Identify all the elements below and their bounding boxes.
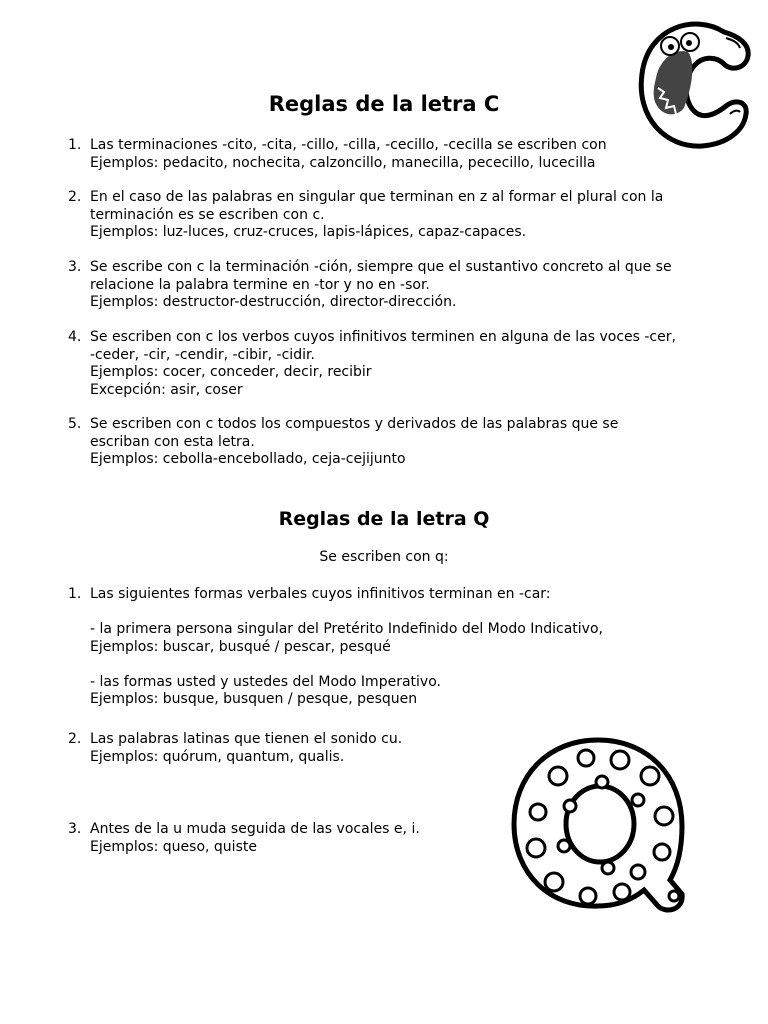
rule-number: 1. [68, 586, 82, 602]
rule-line: Las terminaciones -cito, -cita, -cillo, -cilla, -cecillo, -cecilla se escriben con [90, 137, 607, 153]
rule-line: Las palabras latinas que tienen el sonido cu. [90, 731, 403, 747]
rule-number: 3. [68, 821, 82, 837]
rule-line: En el caso de las palabras en singular que terminan en z al formar el plural con la [90, 189, 664, 205]
rule-line: relacione la palabra termine en -tor y no en -sor. [90, 276, 430, 293]
rule-line: Ejemplos: cocer, conceder, decir, recibir [90, 364, 372, 380]
rule-line: terminación es se escriben con c. [90, 206, 325, 223]
rule-line [90, 604, 603, 622]
section-q-title: Reglas de la letra Q [278, 508, 490, 530]
rule-line: Se escribe con c la terminación -ción, siempre que el sustantivo concreto al que se [90, 259, 672, 275]
rule-line: - la primera persona singular del Pretérito Indefinido del Modo Indicativo, [90, 621, 603, 637]
section-c-title: Reglas de la letra C [268, 92, 500, 116]
rule-body [90, 586, 603, 709]
rule-body [90, 731, 402, 766]
rule-line: -ceder, -cir, -cendir, -cibir, -cidir. [90, 346, 315, 363]
rule-line: Antes de la u muda seguida de las vocales e, i. [90, 821, 420, 837]
rule-number: 1. [68, 137, 82, 153]
rule-line: Excepción: asir, coser [90, 381, 243, 398]
rule-body [90, 329, 676, 399]
rule-body [90, 821, 420, 856]
rule-number: 3. [68, 259, 82, 275]
letter-c-illustration [636, 18, 752, 152]
rule-line: Ejemplos: cebolla-encebollado, ceja-cejijunto [90, 451, 406, 467]
section-q-intro: Se escriben con q: [319, 549, 449, 565]
rule-line: Ejemplos: buscar, busqué / pescar, pesqué [90, 638, 391, 655]
rule-line: Ejemplos: quórum, quantum, qualis. [90, 748, 345, 765]
rule-line [90, 656, 603, 674]
rule-number: 5. [68, 416, 82, 432]
rule-line: Ejemplos: pedacito, nochecita, calzoncillo, manecilla, pececillo, lucecilla [90, 154, 596, 171]
rule-body [90, 137, 607, 172]
rule-line: Ejemplos: queso, quiste [90, 838, 257, 855]
rule-body [90, 189, 663, 242]
rule-line: escriban con esta letra. [90, 433, 255, 450]
letter-q-illustration [508, 736, 688, 914]
rule-line: Ejemplos: luz-luces, cruz-cruces, lapis-lápices, capaz-capaces. [90, 224, 527, 240]
rule-body [90, 259, 672, 312]
rule-number: 2. [68, 189, 82, 205]
rule-line: Se escriben con c todos los compuestos y derivados de las palabras que se [90, 416, 619, 432]
rule-line: - las formas usted y ustedes del Modo Imperativo. [90, 673, 441, 690]
rule-line: Las siguientes formas verbales cuyos infinitivos terminan en -car: [90, 586, 551, 602]
rule-line: Ejemplos: busque, busquen / pesque, pesquen [90, 691, 418, 707]
rule-line: Se escriben con c los verbos cuyos infinitivos terminen en alguna de las voces -cer, [90, 329, 676, 345]
rule-body [90, 416, 618, 469]
rule-line: Ejemplos: destructor-destrucción, director-dirección. [90, 294, 457, 310]
rule-number: 4. [68, 329, 82, 345]
rule-number: 2. [68, 731, 82, 747]
